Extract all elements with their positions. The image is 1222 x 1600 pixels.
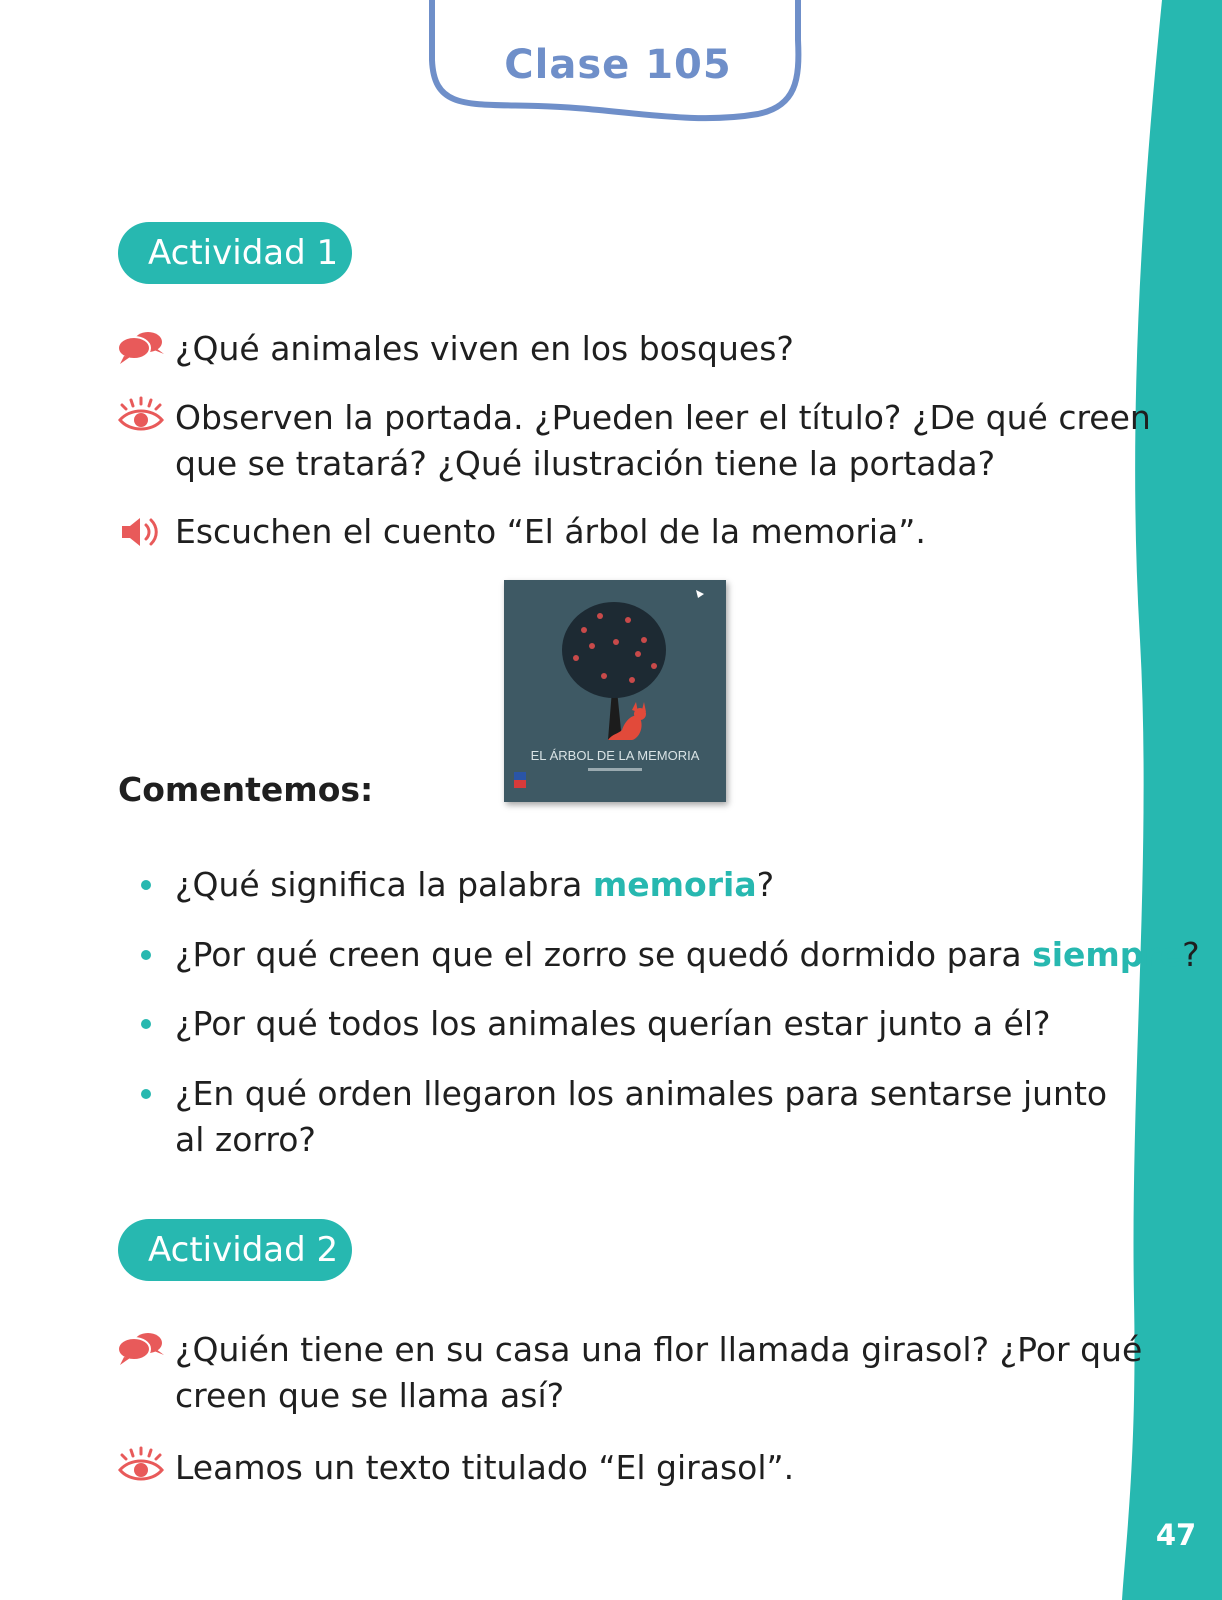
speech-bubbles-icon <box>116 330 166 366</box>
speaker-icon <box>116 514 166 550</box>
activity-2-question-1-line-1: ¿Quién tiene en su casa una flor llamada girasol? ¿Por qué <box>175 1330 1143 1369</box>
activity-2-label: Actividad 2 <box>118 1219 352 1281</box>
keyword-memoria: memoria <box>592 865 757 904</box>
discussion-heading: Comentemos: <box>118 770 374 809</box>
eye-icon <box>116 1446 166 1482</box>
page-number: 47 <box>1155 1518 1197 1552</box>
activity-1-label: Actividad 1 <box>118 222 352 284</box>
activity-1-question-2-line-2: que se tratará? ¿Qué ilustración tiene la portada? <box>175 444 996 483</box>
keyword-siempre: siempre <box>1032 935 1183 974</box>
discussion-question-4-line-2: al zorro? <box>175 1120 316 1159</box>
bullet-4 <box>141 1089 151 1099</box>
activity-2-instruction-read: Leamos un texto titulado “El girasol”. <box>175 1448 795 1487</box>
activity-1-instruction-listen: Escuchen el cuento “El árbol de la memoria”. <box>175 512 926 551</box>
bullet-3 <box>141 1019 151 1029</box>
book-cover-title: EL ÁRBOL DE LA MEMORIA <box>530 748 700 763</box>
discussion-question-4-line-1: ¿En qué orden llegaron los animales para sentarse junto <box>175 1074 1108 1113</box>
activity-1-question-2-line-1: Observen la portada. ¿Pueden leer el título? ¿De qué creen <box>175 398 1151 437</box>
discussion-question-3: ¿Por qué todos los animales querían estar junto a él? <box>175 1004 1051 1043</box>
activity-1-question-1: ¿Qué animales viven en los bosques? <box>175 329 794 368</box>
speech-bubbles-icon <box>116 1331 166 1367</box>
bullet-2 <box>141 950 151 960</box>
class-title: Clase 105 <box>504 42 732 88</box>
book-cover-image <box>504 580 726 802</box>
activity-2-question-1-line-2: creen que se llama así? <box>175 1376 565 1415</box>
bullet-1 <box>141 880 151 890</box>
eye-icon <box>116 396 166 432</box>
discussion-question-1: ¿Qué significa la palabra memoria? <box>175 865 775 904</box>
discussion-question-2: ¿Por qué creen que el zorro se quedó dormido para siempre? <box>175 935 1200 974</box>
